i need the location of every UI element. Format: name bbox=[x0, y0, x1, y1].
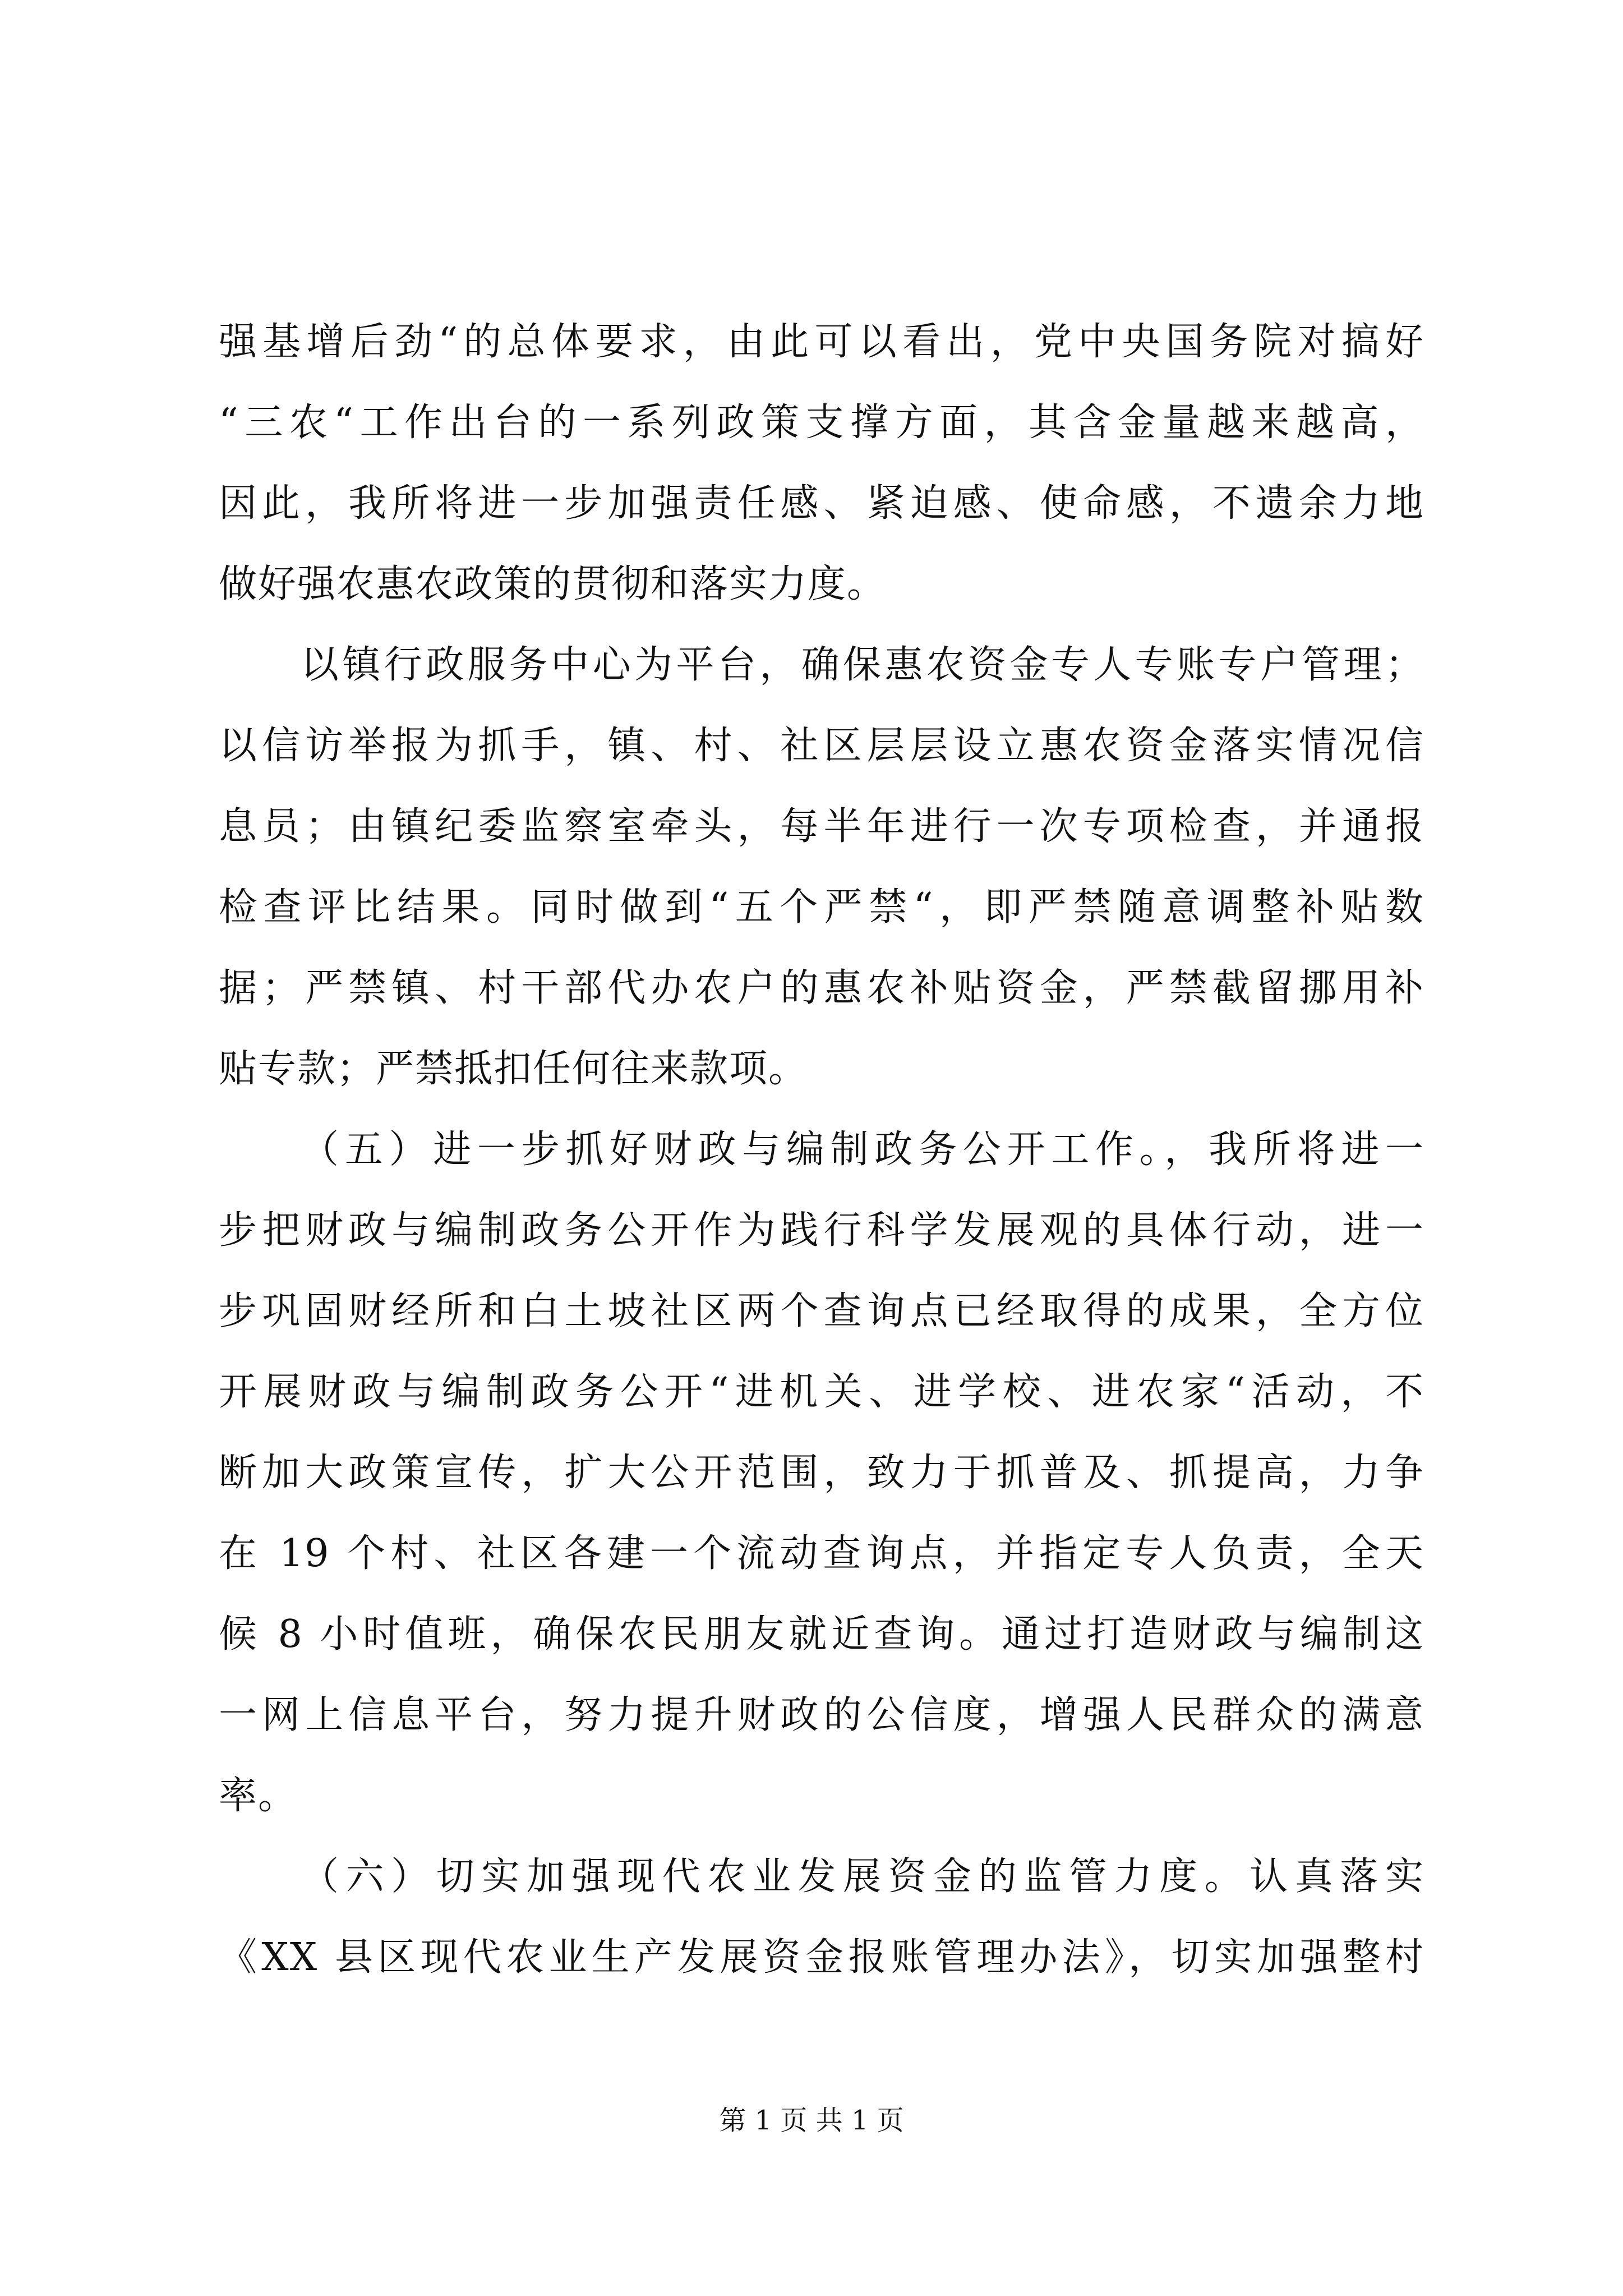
paragraph-line: 以信访举报为抓手，镇、村、社区层层设立惠农资金落实情况信 bbox=[219, 724, 1424, 768]
paragraph-line: 以镇行政服务中心为平台，确保惠农资金专人专账专户管理； bbox=[301, 643, 1424, 687]
paragraph-line: （六）切实加强现代农业发展资金的监管力度。认真落实 bbox=[301, 1855, 1424, 1899]
paragraph-line: 在 19 个村、社区各建一个流动查询点，并指定专人负责，全天 bbox=[219, 1531, 1424, 1576]
paragraph-line: 《XX 县区现代农业生产发展资金报账管理办法》，切实加强整村 bbox=[219, 1935, 1424, 1980]
paragraph-line: 因此，我所将进一步加强责任感、紧迫感、使命感，不遗余力地 bbox=[219, 481, 1424, 526]
page-number-footer: 第 1 页 共 1 页 bbox=[719, 2105, 904, 2136]
paragraph-line: （五）进一步抓好财政与编制政务公开工作。，我所将进一 bbox=[301, 1128, 1424, 1172]
paragraph-line: 步巩固财经所和白土坡社区两个查询点已经取得的成果，全方位 bbox=[219, 1289, 1424, 1333]
paragraph-line: 据；严禁镇、村干部代办农户的惠农补贴资金，严禁截留挪用补 bbox=[219, 966, 1424, 1010]
paragraph-line: 强基增后劲“的总体要求，由此可以看出，党中央国务院对搞好 bbox=[219, 320, 1424, 364]
paragraph-line: 步把财政与编制政务公开作为践行科学发展观的具体行动，进一 bbox=[219, 1208, 1424, 1253]
paragraph-line: 断加大政策宣传，扩大公开范围，致力于抓普及、抓提高，力争 bbox=[219, 1451, 1424, 1495]
paragraph-line: 率。 bbox=[219, 1774, 298, 1818]
paragraph-line: 贴专款；严禁抵扣任何往来款项。 bbox=[219, 1047, 808, 1091]
paragraph-line: 息员；由镇纪委监察室牵头，每半年进行一次专项检查，并通报 bbox=[219, 804, 1424, 849]
paragraph-line: 检查评比结果。同时做到“五个严禁“，即严禁随意调整补贴数 bbox=[219, 885, 1424, 930]
paragraph-line: “三农“工作出台的一系列政策支撑方面，其含金量越来越高， bbox=[219, 401, 1424, 445]
paragraph-line: 一网上信息平台，努力提升财政的公信度，增强人民群众的满意 bbox=[219, 1693, 1424, 1737]
paragraph-line: 开展财政与编制政务公开“进机关、进学校、进农家“活动，不 bbox=[219, 1370, 1424, 1414]
paragraph-line: 候 8 小时值班，确保农民朋友就近查询。通过打造财政与编制这 bbox=[219, 1612, 1424, 1657]
paragraph-line: 做好强农惠农政策的贯彻和落实力度。 bbox=[219, 562, 887, 606]
